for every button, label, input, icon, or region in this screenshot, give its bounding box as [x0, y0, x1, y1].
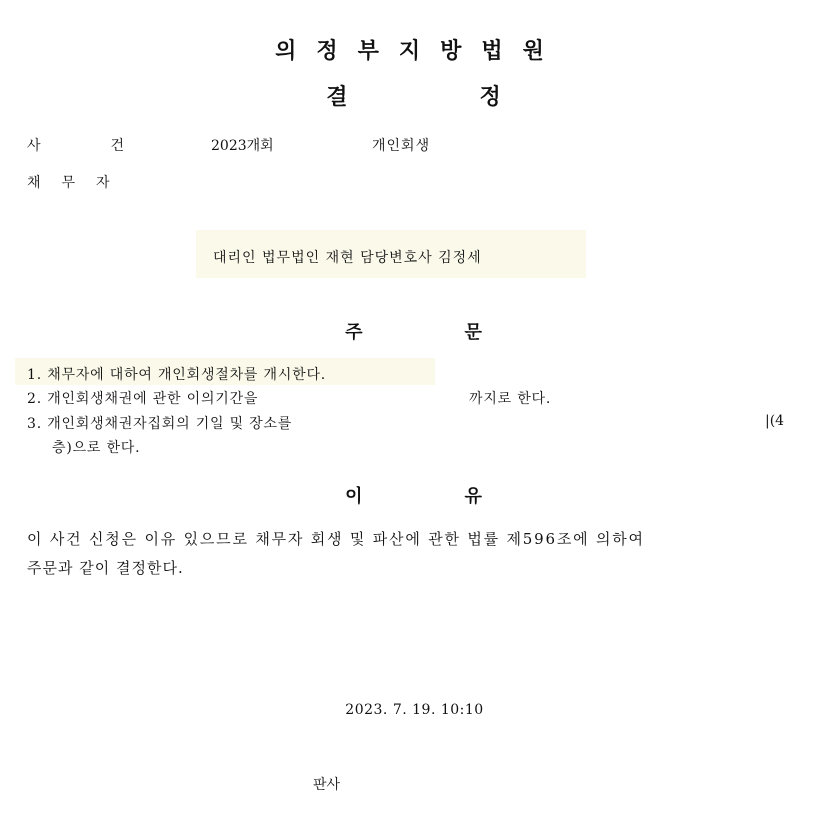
order-item-1: 1. 채무자에 대하여 개인회생절차를 개시한다. — [27, 367, 327, 383]
case-type: 개인회생 — [372, 138, 431, 154]
order-item-2: 2. 개인회생채권에 관한 이의기간을 — [27, 391, 259, 407]
case-label: 사건 — [27, 138, 195, 154]
court-name: 의정부지방법원 — [275, 39, 564, 64]
order-title: 주문 — [345, 322, 584, 343]
reason-line-2: 주문과 같이 결정한다. — [27, 559, 184, 577]
reason-line-1: 이 사건 신청은 이유 있으므로 채무자 회생 및 파산에 관한 법률 제596조에 의하여 — [27, 530, 645, 548]
judge-label: 판사 — [313, 777, 341, 793]
case-number: 2023개회 — [211, 138, 274, 154]
decision-date: 2023. 7. 19. 10:10 — [345, 702, 484, 718]
agent-info: 대리인 법무법인 재현 담당변호사 김정세 — [213, 250, 482, 266]
order-item-3-continued: 층)으로 한다. — [52, 440, 141, 456]
document-type: 결정 — [326, 85, 633, 110]
order-item-2-tail: 까지로 한다. — [469, 391, 552, 407]
order-item-3: 3. 개인회생채권자집회의 기일 및 장소를 — [27, 416, 293, 432]
debtor-label: 채무자 — [27, 175, 131, 191]
order-item-3-tail: |(4 — [765, 413, 785, 429]
reason-title: 이유 — [345, 486, 584, 507]
